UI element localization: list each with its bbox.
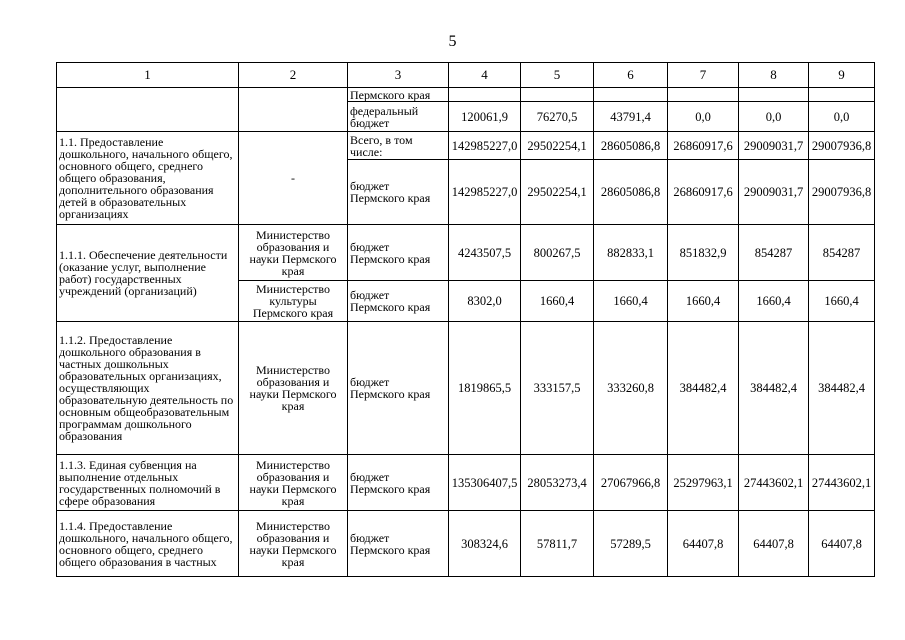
- value-cell: 1660,4: [521, 281, 594, 322]
- value-cell: 64407,8: [668, 511, 739, 577]
- value-cell: 29502254,1: [521, 160, 594, 225]
- value-cell: 25297963,1: [668, 455, 739, 511]
- value-cell: 4243507,5: [449, 225, 521, 281]
- program-name-cell: 1.1. Предоставление дошкольного, начального общего, основного общего, среднего общего образования, дополнительного образования детей в образовательных организациях: [57, 132, 239, 225]
- value-cell: 76270,5: [521, 102, 594, 132]
- table-row: [57, 88, 875, 102]
- funding-source-cell: бюджет Пермского края: [348, 225, 449, 281]
- value-cell: 64407,8: [739, 511, 809, 577]
- table-row: [57, 132, 875, 160]
- header-cell: 9: [809, 63, 875, 88]
- program-name-cell: [57, 88, 239, 132]
- value-cell: 57289,5: [594, 511, 668, 577]
- table-row: [57, 322, 875, 455]
- header-cell: 6: [594, 63, 668, 88]
- value-cell: 29502254,1: [521, 132, 594, 160]
- value-cell: 333260,8: [594, 322, 668, 455]
- table-row: [57, 455, 875, 511]
- page-number: 5: [448, 33, 457, 50]
- value-cell: [594, 88, 668, 102]
- value-cell: 28605086,8: [594, 160, 668, 225]
- responsible-cell: [239, 88, 348, 132]
- header-cell: 5: [521, 63, 594, 88]
- responsible-cell: Министерство образования и науки Пермского края: [239, 322, 348, 455]
- value-cell: 384482,4: [739, 322, 809, 455]
- value-cell: 27443602,1: [739, 455, 809, 511]
- value-cell: 1660,4: [594, 281, 668, 322]
- value-cell: 29007936,8: [809, 160, 875, 225]
- value-cell: 854287: [739, 225, 809, 281]
- value-cell: 120061,9: [449, 102, 521, 132]
- value-cell: 28053273,4: [521, 455, 594, 511]
- value-cell: 0,0: [668, 102, 739, 132]
- funding-source-cell: федеральный бюджет: [348, 102, 449, 132]
- responsible-cell: Министерство образования и науки Пермского края: [239, 511, 348, 577]
- funding-source-cell: бюджет Пермского края: [348, 281, 449, 322]
- value-cell: 1660,4: [668, 281, 739, 322]
- header-row: [57, 63, 875, 88]
- responsible-cell: -: [239, 132, 348, 225]
- value-cell: 0,0: [809, 102, 875, 132]
- value-cell: 26860917,6: [668, 160, 739, 225]
- header-cell: 2: [239, 63, 348, 88]
- value-cell: 26860917,6: [668, 132, 739, 160]
- header-cell: 3: [348, 63, 449, 88]
- value-cell: [809, 88, 875, 102]
- header-cell: 1: [57, 63, 239, 88]
- value-cell: [449, 88, 521, 102]
- budget-table: [56, 62, 875, 577]
- value-cell: 308324,6: [449, 511, 521, 577]
- value-cell: 1660,4: [739, 281, 809, 322]
- header-cell: 7: [668, 63, 739, 88]
- value-cell: 333157,5: [521, 322, 594, 455]
- value-cell: 142985227,0: [449, 160, 521, 225]
- funding-source-cell: Всего, в том числе:: [348, 132, 449, 160]
- program-name-cell: 1.1.1. Обеспечение деятельности (оказание услуг, выполнение работ) государственных учреждений (организаций): [57, 225, 239, 322]
- value-cell: 28605086,8: [594, 132, 668, 160]
- value-cell: 882833,1: [594, 225, 668, 281]
- funding-source-cell: бюджет Пермского края: [348, 511, 449, 577]
- responsible-cell: Министерство образования и науки Пермского края: [239, 225, 348, 281]
- value-cell: [668, 88, 739, 102]
- value-cell: 29007936,8: [809, 132, 875, 160]
- funding-source-cell: Пермского края: [348, 88, 449, 102]
- header-cell: 8: [739, 63, 809, 88]
- program-name-cell: 1.1.3. Единая субвенция на выполнение отдельных государственных полномочий в сфере образования: [57, 455, 239, 511]
- value-cell: 851832,9: [668, 225, 739, 281]
- value-cell: 0,0: [739, 102, 809, 132]
- value-cell: 135306407,5: [449, 455, 521, 511]
- program-name-cell: 1.1.2. Предоставление дошкольного образования в частных дошкольных образовательных организациях, осуществляющих образовательную деятельность по основным общеобразовательным программам дошкольного образования: [57, 322, 239, 455]
- value-cell: 1660,4: [809, 281, 875, 322]
- value-cell: 64407,8: [809, 511, 875, 577]
- funding-source-cell: бюджет Пермского края: [348, 455, 449, 511]
- value-cell: 854287: [809, 225, 875, 281]
- value-cell: 800267,5: [521, 225, 594, 281]
- value-cell: 27443602,1: [809, 455, 875, 511]
- value-cell: 142985227,0: [449, 132, 521, 160]
- value-cell: 29009031,7: [739, 160, 809, 225]
- value-cell: 384482,4: [668, 322, 739, 455]
- value-cell: 27067966,8: [594, 455, 668, 511]
- funding-source-cell: бюджет Пермского края: [348, 160, 449, 225]
- value-cell: [521, 88, 594, 102]
- funding-source-cell: бюджет Пермского края: [348, 322, 449, 455]
- responsible-cell: Министерство культуры Пермского края: [239, 281, 348, 322]
- table-row: [57, 225, 875, 281]
- value-cell: 1819865,5: [449, 322, 521, 455]
- value-cell: 43791,4: [594, 102, 668, 132]
- table-row: [57, 511, 875, 577]
- header-cell: 4: [449, 63, 521, 88]
- value-cell: 384482,4: [809, 322, 875, 455]
- program-name-cell: 1.1.4. Предоставление дошкольного, начального общего, основного общего, среднего общего образования в частных: [57, 511, 239, 577]
- responsible-cell: Министерство образования и науки Пермского края: [239, 455, 348, 511]
- value-cell: 29009031,7: [739, 132, 809, 160]
- value-cell: 8302,0: [449, 281, 521, 322]
- value-cell: 57811,7: [521, 511, 594, 577]
- value-cell: [739, 88, 809, 102]
